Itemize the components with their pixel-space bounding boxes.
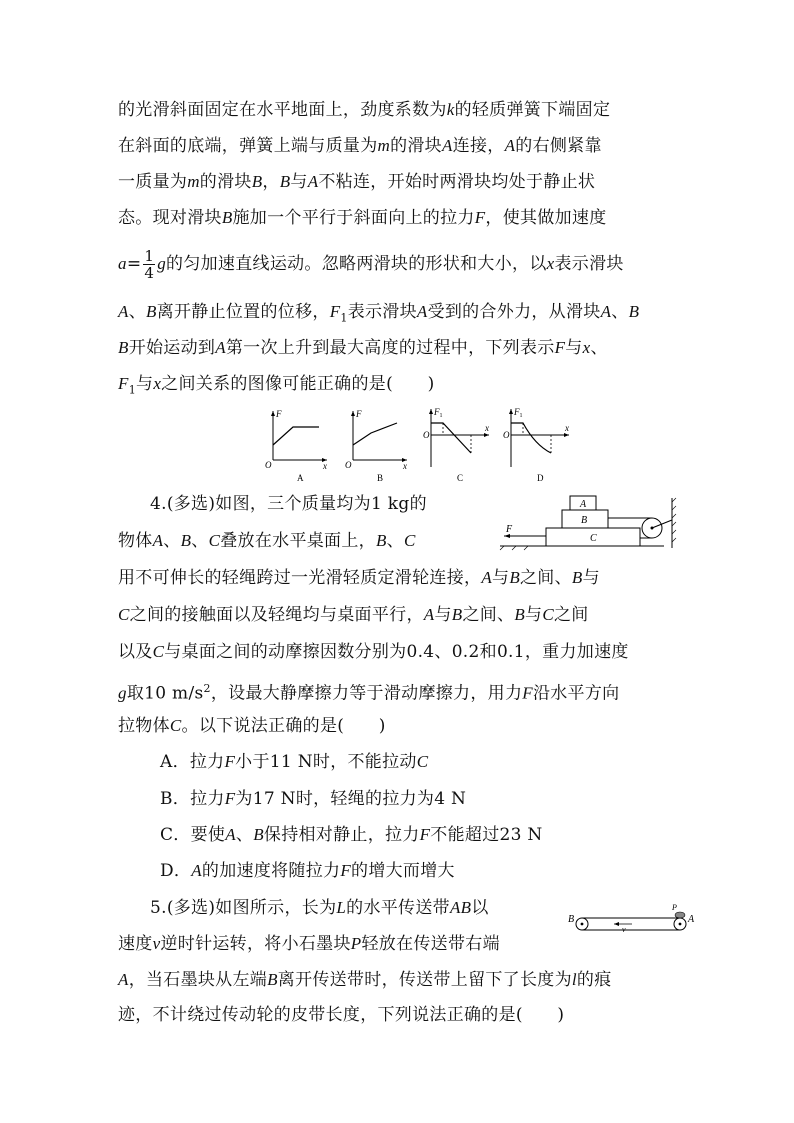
- graph-c-xlabel: x: [485, 423, 489, 433]
- block-p-label: P: [672, 903, 677, 912]
- graph-d-xlabel: x: [565, 423, 569, 433]
- q3-line-5: a= $\frac{1}{4}$ g的匀加速直线运动。忽略两滑块的形状和大小，以x表示滑块: [118, 247, 624, 282]
- q4-line-6: g取10 $m/s^2$，设最大静摩擦力等于滑动摩擦力，用力F沿水平方向: [118, 682, 620, 704]
- graph-c: [423, 407, 489, 483]
- q3-line-1: 的光滑斜面固定在水平地面上，劲度系数为k的轻质弹簧下端固定: [118, 100, 611, 120]
- q4-option-c: C．要使A、B保持相对静止，拉力F不能超过23 N: [160, 825, 543, 845]
- q5-line-1: 5.(多选)如图所示，长为L的水平传送带AB以: [150, 898, 489, 918]
- q3-line-2: 在斜面的底端，弹簧上端与质量为m的滑块A连接，A的右侧紧靠: [118, 136, 602, 156]
- graph-a-xlabel: x: [323, 461, 327, 471]
- end-a-label: A: [688, 914, 695, 925]
- graph-d: [503, 407, 569, 483]
- graph-b-ylabel: F: [356, 409, 362, 419]
- graph-d-ylabel: $F_1$: [514, 407, 523, 419]
- q5-figure: [566, 900, 701, 940]
- force-f-label: F: [506, 524, 513, 535]
- block-a-label: A: [580, 499, 587, 510]
- graph-b-origin: O: [345, 460, 352, 470]
- q5-line-3: A，当石墨块从左端B离开传送带时，传送带上留下了长度为l的痕: [118, 970, 612, 990]
- q4-option-d: D．A的加速度将随拉力F的增大而增大: [160, 861, 455, 881]
- graph-c-origin: O: [423, 430, 430, 440]
- graph-c-ylabel: $F_1$: [434, 407, 443, 419]
- block-c-label: C: [590, 533, 597, 544]
- graph-b-label: B: [377, 473, 384, 483]
- q3-line-7: B开始运动到A第一次上升到最大高度的过程中，下列表示F与x、: [118, 338, 608, 358]
- fraction-one-quarter: $\frac{1}{4}$: [144, 247, 155, 282]
- q4-line-7: 拉物体C。以下说法正确的是( ): [118, 716, 386, 736]
- graph-a-origin: O: [265, 460, 272, 470]
- q4-line-3: 用不可伸长的轻绳跨过一光滑轻质定滑轮连接，A与B之间、B与: [118, 568, 600, 588]
- q4-option-a: A．拉力F小于11 N时，不能拉动C: [160, 752, 429, 772]
- q3-graphs: [255, 405, 575, 485]
- graph-a-ylabel: F: [276, 409, 282, 419]
- q4-line-5: 以及C与桌面之间的动摩擦因数分别为0.4、0.2和0.1，重力加速度: [118, 642, 629, 662]
- graph-c-label: C: [457, 473, 464, 483]
- velocity-label: v: [622, 925, 626, 934]
- q4-line-4: C之间的接触面以及轻绳均与桌面平行，A与B之间、B与C之间: [118, 605, 589, 625]
- q3-line-8: $F_1$与x之间关系的图像可能正确的是( ): [118, 374, 435, 397]
- q4-figure: [492, 490, 687, 552]
- q5-line-2: 速度v逆时针运转，将小石墨块P轻放在传送带右端: [118, 934, 500, 954]
- q4-line-1: 4.(多选)如图，三个质量均为1 kg的: [150, 494, 427, 514]
- graph-d-label: D: [537, 473, 544, 483]
- graphite-block: [675, 912, 685, 918]
- graph-d-origin: O: [503, 430, 510, 440]
- graph-b: [345, 409, 407, 483]
- q5-line-4: 迹，不计绕过传动轮的皮带长度，下列说法正确的是( ): [118, 1005, 565, 1025]
- graph-b-xlabel: x: [403, 461, 407, 471]
- q4-option-b: B．拉力F为17 N时，轻绳的拉力为4 N: [160, 789, 467, 809]
- block-b-label: B: [581, 515, 588, 526]
- end-b-label: B: [568, 914, 575, 925]
- q3-line-3: 一质量为m的滑块B，B与A不粘连，开始时两滑块均处于静止状: [118, 172, 596, 192]
- graph-a: [265, 409, 327, 483]
- q3-line-6: A、B离开静止位置的位移，$F_1$表示滑块A受到的合外力，从滑块A、B: [118, 302, 640, 325]
- q3-line-4: 态。现对滑块B施加一个平行于斜面向上的拉力F，使其做加速度: [118, 208, 607, 228]
- graph-a-label: A: [297, 473, 304, 483]
- q4-line-2: 物体A、B、C叠放在水平桌面上，B、C: [118, 531, 416, 551]
